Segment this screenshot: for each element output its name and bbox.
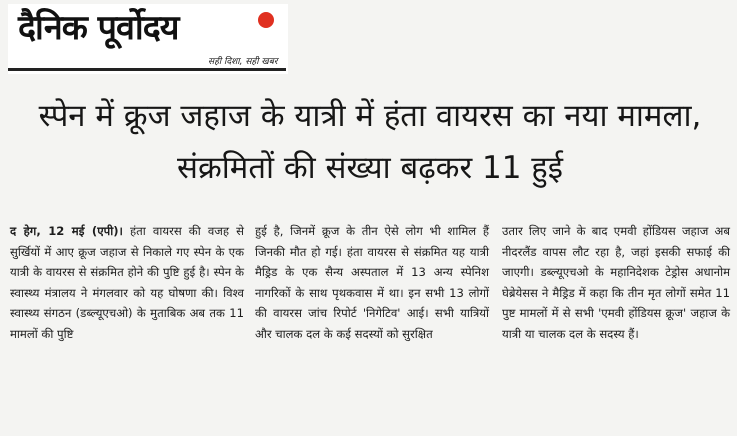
- newspaper-logo: दैनिक पूर्वोदय: [18, 8, 179, 48]
- article-column-1: [10, 221, 244, 345]
- masthead-rule: [8, 68, 286, 71]
- masthead: [8, 4, 288, 74]
- article-column-3: उतार लिए जाने के बाद एमवी होंडियस जहाज अब नीदरलैंड वापस लौट रहा है, जहां इसकी सफाई की जाएगी। डब्ल्यूएचओ के महानिदेशक टेड्रोस अधानोम घेब्रेयेसस ने मैड्रिड में कहा कि तीन मृत लोगों समेत 11 पुष्ट मामलों में से सभी 'एमवी होंडियस क्रूज' जहाज के यात्री या चालक दल के सदस्य हैं।: [502, 224, 730, 341]
- newspaper-tagline: सही दिशा, सही खबर: [208, 57, 278, 67]
- article-column-2: हुई है, जिनमें क्रूज के तीन ऐसे लोग भी शामिल हैं जिनकी मौत हो गई। हंता वायरस से संक्रमित यह यात्री मैड्रिड के एक सैन्य अस्पताल में 13 अन्य स्पेनिश नागरिकों के साथ पृथकवास में था। इन सभी 13 लोगों की वायरस जांच रिपोर्ट 'निगेटिव' आई। सभी यात्रियों और चालक दल के कई सदस्यों को सुरक्षित: [255, 224, 489, 341]
- article-dateline: द हेग, 12 मई (एपी)।: [10, 224, 123, 238]
- column-1-text: हंता वायरस की वजह से सुर्खियों में आए क्रूज जहाज से निकाले गए स्पेन के एक यात्री के वायरस से संक्रमित होने की पुष्टि हुई है। स्पेन के स्वास्थ्य मंत्रालय ने मंगलवार को यह घोषणा की। विश्व स्वास्थ्य संगठन (डब्ल्यूएचओ) के मुताबिक अब तक 11 मामलों की पुष्टि: [10, 224, 244, 341]
- article-headline: स्पेन में क्रूज जहाज के यात्री में हंता वायरस का नया मामला, संक्रमितों की संख्या बढ़कर 11 हुई: [38, 98, 702, 186]
- logo-dot-icon: [258, 12, 274, 28]
